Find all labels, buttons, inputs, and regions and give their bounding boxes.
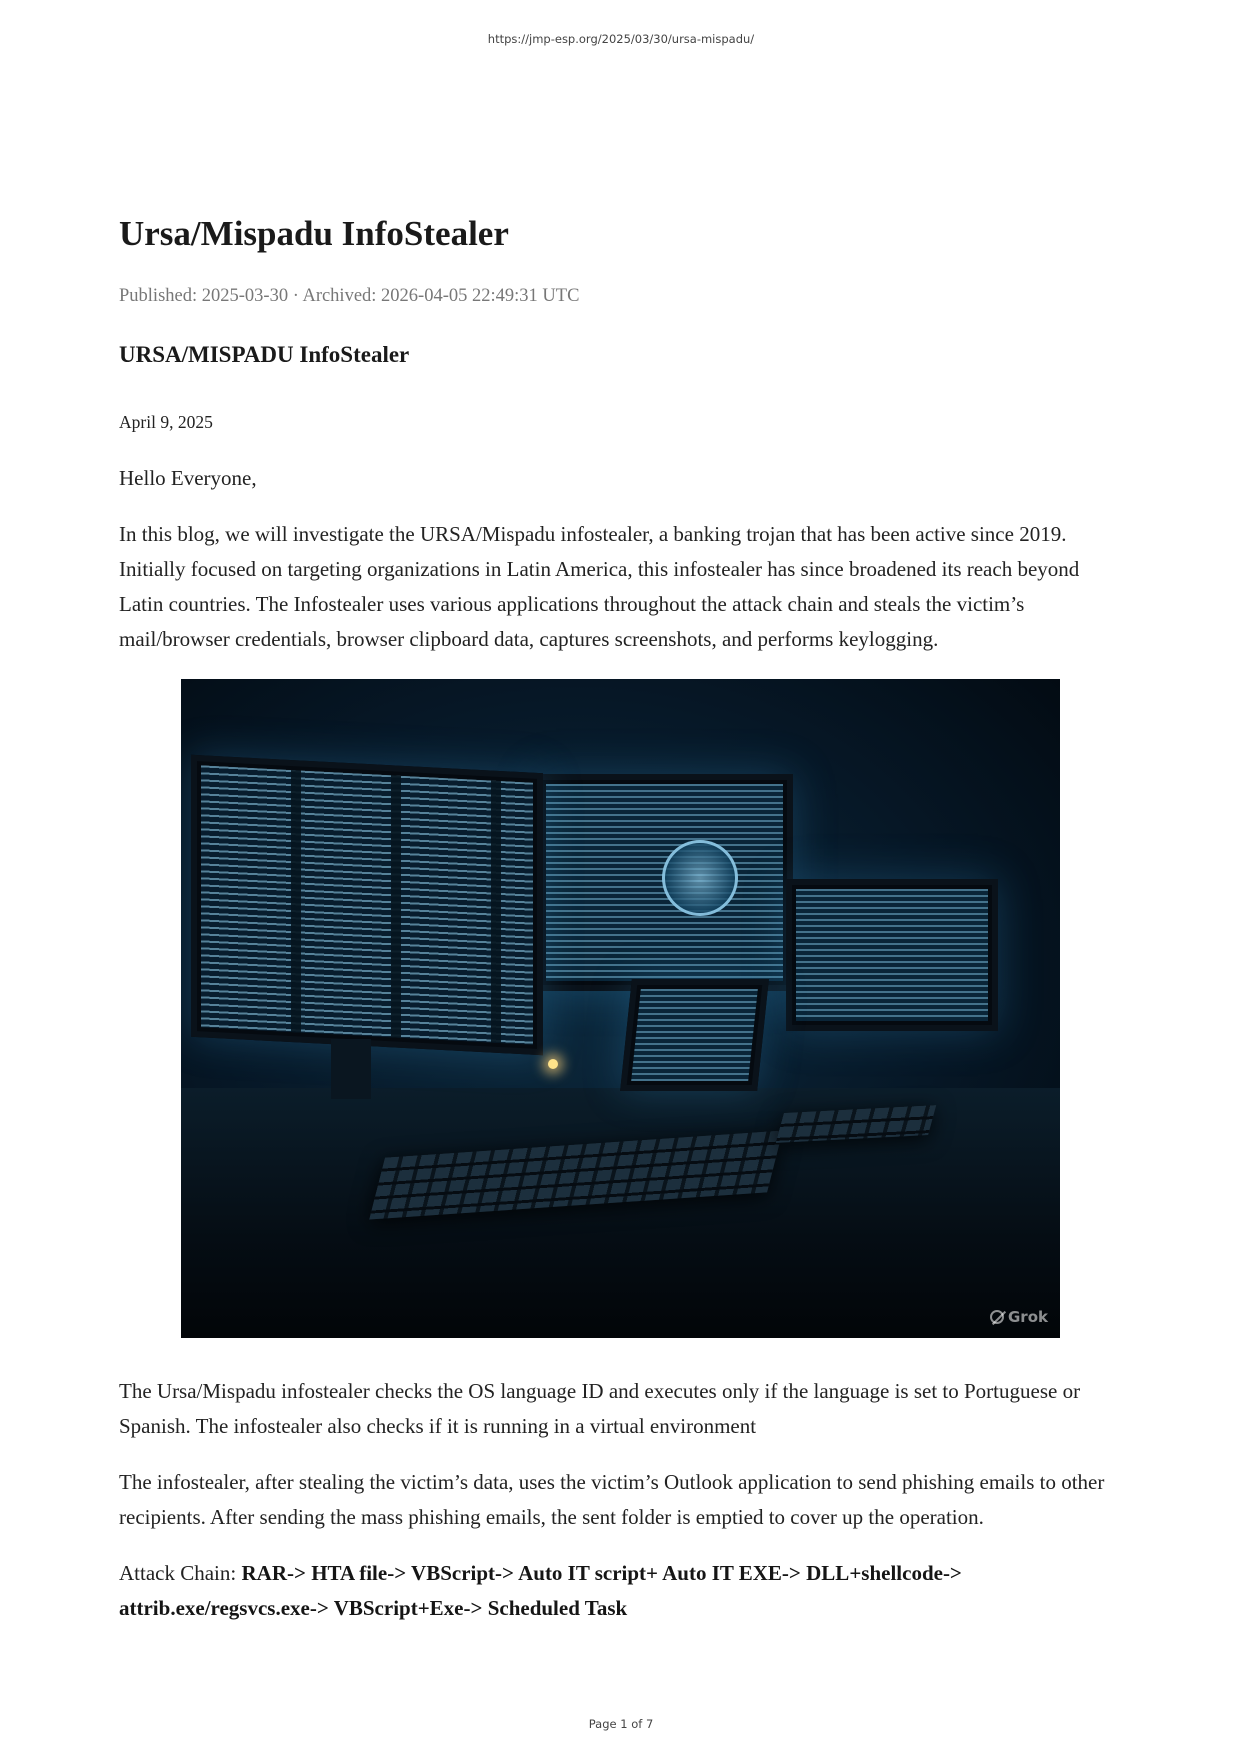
attack-chain-label: Attack Chain: — [119, 1561, 237, 1585]
monitor-screen — [631, 989, 758, 1081]
monitor-center — [536, 774, 793, 991]
hero-image-monitors — [181, 679, 1060, 1338]
attack-chain-paragraph — [119, 1556, 1123, 1626]
desk-light — [548, 1059, 558, 1069]
page-number: Page 1 of 7 — [588, 1717, 654, 1731]
attack-chain-value: RAR-> HTA file-> VBScript-> Auto IT script+ Auto IT EXE-> DLL+shellcode-> attrib.exe/regsvcs.exe-> VBScript+Exe-> Scheduled Task — [119, 1561, 962, 1620]
monitor-screen — [796, 889, 988, 1021]
language-check-paragraph: The Ursa/Mispadu infostealer checks the OS language ID and executes only if the language is set to Portuguese or Spanish. The infostealer also checks if it is running in a virtual environment — [119, 1379, 1081, 1438]
watermark-text: Grok — [1008, 1308, 1048, 1326]
grok-logo-icon — [990, 1310, 1004, 1324]
grok-watermark — [990, 1308, 1048, 1326]
monitor-left — [191, 755, 543, 1055]
globe-graphic — [662, 840, 738, 916]
article-title: Ursa/Mispadu InfoStealer — [119, 214, 509, 253]
post-date: April 9, 2025 — [119, 412, 213, 432]
intro-paragraph: In this blog, we will investigate the URSA/Mispadu infostealer, a banking trojan that has been active since 2019. Initially focused on targeting organizations in Latin America, this infostealer has since broadened its reach beyond Latin countries. The Infostealer uses various applications throughout the attack chain and steals the victim’s mail/browser credentials, browser clipboard data, captures screenshots, and performs keylogging. — [119, 522, 1080, 651]
laptop-screen — [620, 979, 769, 1091]
page-url-header: https://jmp-esp.org/2025/03/30/ursa-mispadu/ — [487, 32, 755, 46]
monitor-screen-code — [201, 765, 533, 1044]
monitor-right — [786, 879, 998, 1031]
greeting: Hello Everyone, — [119, 466, 257, 490]
monitor-stand — [331, 1039, 371, 1099]
article-meta: Published: 2025-03-30 · Archived: 2026-04-05 22:49:31 UTC — [119, 286, 580, 306]
article-subtitle: URSA/MISPADU InfoStealer — [119, 342, 410, 367]
phishing-paragraph: The infostealer, after stealing the victim’s data, uses the victim’s Outlook application to send phishing emails to other recipients. After sending the mass phishing emails, the sent folder is emptied to cover up the operation. — [119, 1470, 1105, 1529]
